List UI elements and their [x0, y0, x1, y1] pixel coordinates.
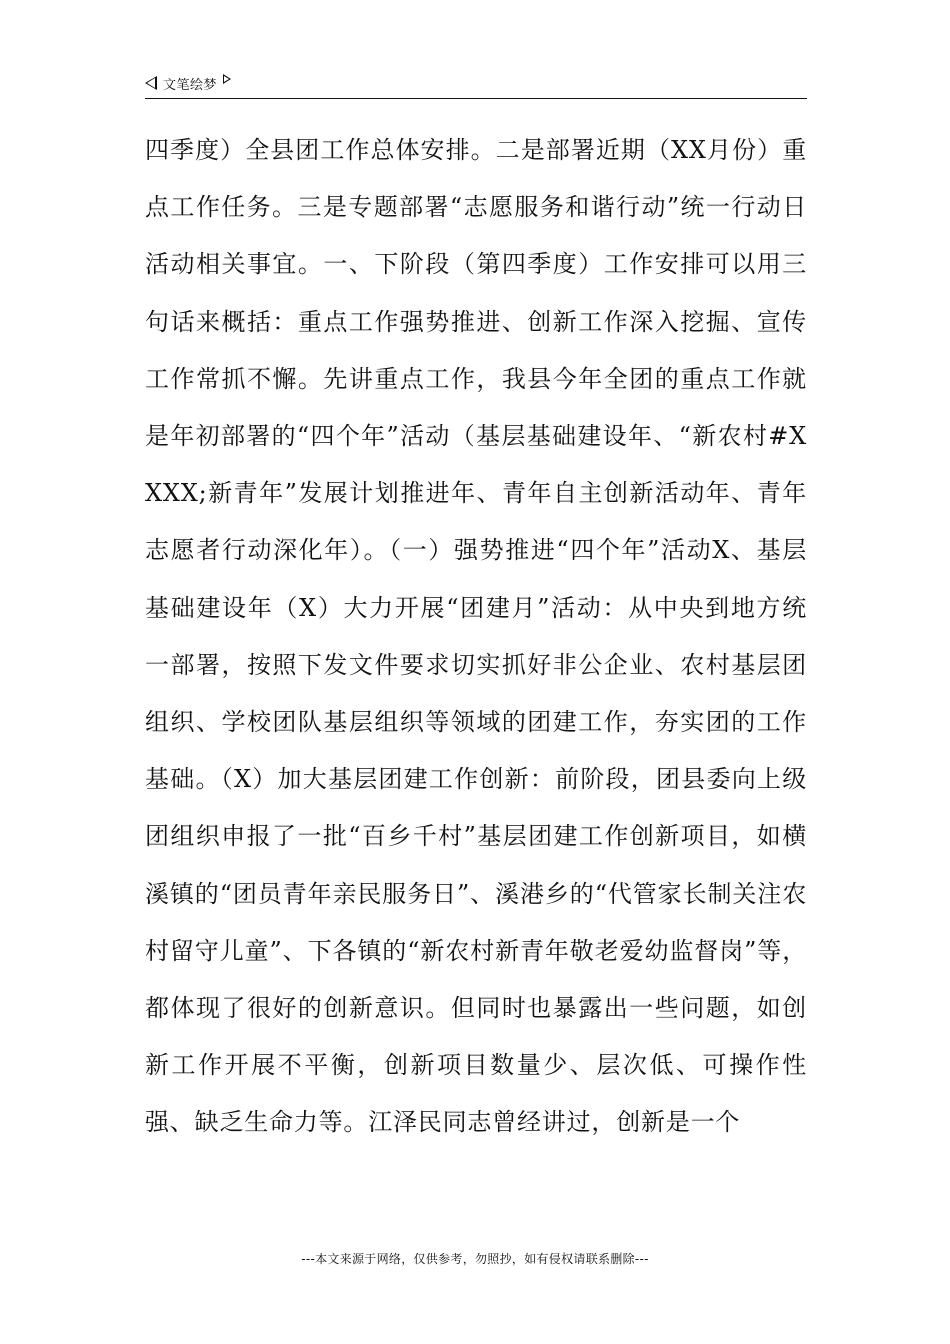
triangle-right-outline-icon [223, 74, 231, 84]
triangle-left-outline-icon [145, 76, 157, 90]
footer-disclaimer: ---本文来源于网络，仅供参考，勿照抄，如有侵权请联系删除--- [301, 1252, 649, 1266]
brand-bar [145, 70, 807, 96]
page-header [145, 70, 807, 99]
brand-name: 文笔绘梦 [163, 77, 218, 93]
document-body: 四季度）全县团工作总体安排。二是部署近期（XX月份）重点工作任务。三是专题部署“志愿服务和谐行动”统一行动日活动相关事宜。一、下阶段（第四季度）工作安排可以用三句话来概括：重点工作强势推进、创新工作深入挖掘、宣传工作常抓不懈。先讲重点工作，我县今年全团的重点工作就是年初部署的“四个年”活动（基层基础建设年、“新农村#XXXX;新青年”发展计划推进年、青年自主创新活动年、青年志愿者行动深化年）。（一）强势推进“四个年”活动X、基层基础建设年（X）大力开展“团建月”活动：从中央到地方统一部署，按照下发文件要求切实抓好非公企业、农村基层团组织、学校团队基层组织等领域的团建工作，夯实团的工作基础。（X）加大基层团建工作创新：前阶段，团县委向上级团组织申报了一批“百乡千村”基层团建工作创新项目，如横溪镇的“团员青年亲民服务日”、溪港乡的“代管家长制关注农村留守儿童”、下各镇的“新农村新青年敬老爱幼监督岗”等，都体现了很好的创新意识。但同时也暴露出一些问题，如创新工作开展不平衡，创新项目数量少、层次低、可操作性强、缺乏生命力等。江泽民同志曾经讲过，创新是一个 [145, 136, 807, 1137]
